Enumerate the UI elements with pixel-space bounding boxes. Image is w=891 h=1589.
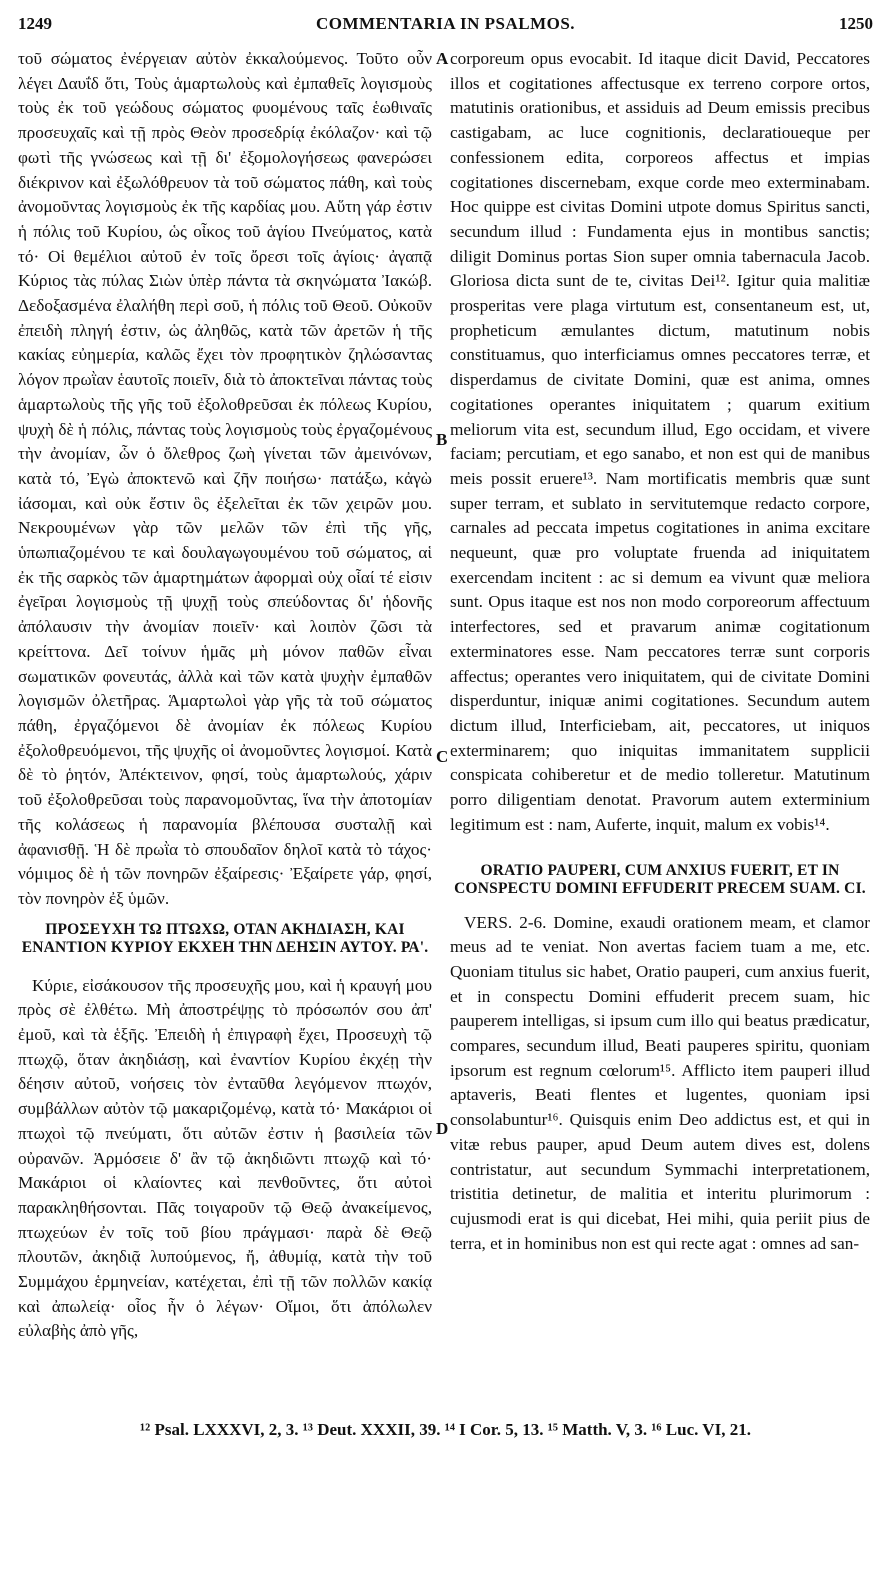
margin-letter-d: D [436,1119,449,1138]
greek-psalm-heading: ΠΡΟΣΕΥΧΗ ΤΩ ΠΤΩΧΩ, ΟΤΑΝ ΑΚΗΔΙΑΣΗ, ΚΑΙ ΕΝΑΝΤΙΟΝ ΚΥΡΙΟΥ ΕΚΧΕΗ ΤΗΝ ΔΕΗΣΙΝ ΑΥΤΟΥ. ΡΑ'. [21,920,429,957]
margin-letter-c: C [436,747,449,766]
margin-letter-b: B [436,430,448,449]
latin-paragraph-1: corporeum opus evocabit. Id itaque dicit David, Peccatores illos et cogitationes affectusque ex terreno corpore ortos, matutinis orationibus, et assiduis ad Deum emissis precibus castigabam, ac luce cognitionis, declaratioueque per confessionem edita, corporeos affectus et impias cogitationes discernebam, exque corde meo exterminabam. Hoc quippe est civitas Domini utpote domus Spiritus sancti, secundum illud : Fundamenta ejus in montibus sanctis; diligit Dominus portas Sion super omnia tabernacula Jacob. Gloriosa dicta sunt de te, civitas Dei¹². Igitur quia malitiæ prosperitas vere plaga virtutum est, consentaneum est, ut, propheticum æmulantes dictum, matutinum nobis constituamus, quo interficiamus omnes peccatores terræ, et disperdamus de civitate Domini, quæ est anima, omnes cogitationes operantes iniquitatem ; quarum exitium meliorum vita est, secundum illud, Ego occidam, et vivere faciam; percutiam, et ego sanabo, et non est qui de manibus meis possit eruere¹³. Nam mortificatis membris quæ sunt super terram, et sublato in servitutemque redacto corpore, carnales ad peccata impetus cogitationes in anima excitare nequeunt, quæ pro voluptate fruenda ad iniquitatem exercendam incitent : ac si demum ea vivunt quæ meliora sunt. Opus itaque est nos non modo corporeorum affectuum interfectores, sed et pravarum animæ cogitationum exterminatores esse. Nam peccatores terræ sunt corporis affectus; operantes vero iniquitatem, qui de civitate Domini disperduntur, iniquæ animi cogitationes. Secundum autem dictum illud, Interficiebam, ait, peccatores, ut iniquos exterminarem; quo iniquitas immanitatem supplicii conspicata cohiberetur et de medio tolleretur. Matutinum porro diligentiam denotat. Pravorum autem exterminium legitimum est : nam, Auferte, inquit, malum ex vobis¹⁴. [450,49,870,834]
margin-letter-a: A [436,49,449,68]
latin-column [450,47,870,1256]
page-number-left: 1249 [18,14,52,33]
running-header [18,14,873,40]
footnotes: ¹² Psal. LXXXVI, 2, 3. ¹³ Deut. XXXII, 39. ¹⁴ I Cor. 5, 13. ¹⁵ Matth. V, 3. ¹⁶ Luc. VI, 21. [140,1420,751,1439]
greek-paragraph-2: Κύριε, εἰσάκουσον τῆς προσευχῆς μου, καὶ ἡ κραυγή μου πρὸς σὲ ἐλθέτω. Μὴ ἀποστρέψῃς τὸ πρόσωπόν σου ἀπ' ἐμοῦ, καὶ τὰ ἑξῆς. Ἐπειδὴ ἡ ἐπιγραφὴ ἔχει, Προσευχὴ τῷ πτωχῷ, ὅταν ἀκηδιάσῃ, καὶ ἐναντίον Κυρίου ἐκχέῃ τὴν δέησιν αὐτοῦ, νοήσεις τὸν ἐνταῦθα λεγόμενον πτωχόν, συμβάλλων αὐτὸν τῷ μακαριζομένῳ, κατὰ τό· Μακάριοι οἱ πτωχοὶ τῷ πνεύματι, ὅτι αὐτῶν ἐστιν ἡ βασιλεία τῶν οὐρανῶν. Ἁρμόσειε δ' ἂν τῷ ἀκηδιῶντι πτωχῷ καὶ τό· Μακάριοι οἱ κλαίοντες καὶ πενθοῦντες, ὅτι αὐτοὶ παρακληθήσονται. Πᾶς τοιγαροῦν τῷ Θεῷ ἀνακείμενος, πτωχεύων ἐν τοῖς τοῦ βίου πράγμασι· παρὰ δὲ Θεῷ πλουτῶν, ἀκηδιᾷ λυπούμενος, ἤ, ἀθυμίᾳ, κατὰ τὴν τοῦ Συμμάχου ἑρμηνείαν, κατέχεται, ἐπὶ τῇ τῶν πολλῶν κακίᾳ καὶ ἀπωλείᾳ· οἷος ἦν ὁ λέγων· Οἴμοι, ὅτι ἀπόλωλεν εὐλαβὴς ἀπὸ γῆς, [18,975,432,1341]
latin-psalm-heading: ORATIO PAUPERI, CUM ANXIUS FUERIT, ET IN CONSPECTU DOMINI EFFUDERIT PRECEM SUAM. CI. [454,861,866,897]
page-number-right: 1250 [839,14,873,33]
greek-column [18,47,432,1344]
greek-paragraph-1: τοῦ σώματος ἐνέργειαν αὐτὸν ἐκκαλούμενος. Τοῦτο οὖν λέγει Δαυΐδ ὅτι, Τοὺς ἁμαρτωλοὺς καὶ ἐμπαθεῖς λογισμοὺς τοὺς ἐκ τοῦ γεώδους σώματος φυομένους ταῖς ἑωθιναῖς προσευχαῖς καὶ τῇ πρὸς Θεὸν προσεδρίᾳ ἐκόλαζον· καὶ τῷ φωτὶ τῆς γνώσεως καὶ τῇ δι' ἐξομολογήσεως φανερώσει διέκρινον καὶ ἐξωλόθρευον τὰ τοῦ σώματος πάθη, καὶ τοὺς ἀνομοῦντας λογισμοὺς ἐκ τῆς καρδίας μου. Αὕτη γάρ ἐστιν ἡ πόλις τοῦ Κυρίου, ὡς οἶκος τοῦ ἁγίου Πνεύματος, κατὰ τό· Οἱ θεμέλιοι αὐτοῦ ἐν τοῖς ὄρεσι τοῖς ἁγίοις· ἀγαπᾷ Κύριος τὰς πύλας Σιὼν ὑπὲρ πάντα τὰ σκηνώματα Ἰακώβ. Δεδοξασμένα ἐλαλήθη περὶ σοῦ, ἡ πόλις τοῦ Θεοῦ. Οὐκοῦν ἐπειδὴ πληγή ἐστιν, ὡς ἀληθῶς, κατὰ τῶν ἀρετῶν ἡ τῆς κακίας εὐημερία, καλῶς ἔχει τὸν προφητικὸν ζηλώσαντας λόγον πρωῒαν ἑαυτοῖς ποιεῖν, διὰ τὸ ἀποκτεῖναι πάντας τοὺς ἁμαρτωλοὺς τῆς γῆς τοῦ ἐξολοθρεῦσαι ἐκ πόλεως Κυρίου, ψυχὴ δὲ ἡ πόλις, πάντας τοὺς λογισμοὺς τοὺς ἐργαζομένους τὴν ἀνομίαν, ὧν ὁ ὄλεθρος ζωὴ γίνεται τῶν ἀμεινόνων, κατὰ τό, Ἐγὼ ἀποκτενῶ καὶ ζῆν ποιήσω· πατάξω, κἀγὼ ἰάσομαι, καὶ οὐκ ἔστιν ὃς ἐξελεῖται ἐκ τῶν χειρῶν μου. Νεκρουμένων γὰρ τῶν μελῶν τῶν ἐπὶ τῆς γῆς, ὑπωπιαζομένου τε καὶ δουλαγωγουμένου τοῦ σώματος, αἱ ἐκ τῆς σαρκὸς τῶν ἁμαρτημάτων ἀφορμαὶ οὐχ οἷαί τέ εἰσιν ἐγεῖραι λογισμοὺς τῇ ψυχῇ τοὺς σπεύδοντας δι' ἡδονῆς ἀπόλαυσιν τὴν ἀνομίαν ποιεῖν· καὶ λοιπὸν ζῶσι τὰ κρείττονα. Δεῖ τοίνυν ἡμᾶς μὴ μόνον παθῶν εἶναι σωματικῶν φονευτάς, ἀλλὰ καὶ τῶν κατὰ ψυχὴν ἐμπαθῶν λογισμῶν ὀλετῆρας. Ἁμαρτωλοὶ γὰρ γῆς τὰ τοῦ σώματος πάθη, ἐργαζόμενοι δὲ ἀνομίαν ἐκ πόλεως Κυρίου ἐξολοθρευόμενοι, τῆς ψυχῆς οἱ ἀνομοῦντες λογισμοί. Κατὰ δὲ τὸ ῥητόν, Ἀπέκτεινον, φησί, τοὺς ἁμαρτωλούς, χάριν τοῦ ἐξολοθρεῦσαι τοὺς παρανομοῦντας, ἵνα τὴν ἀποτομίαν τῆς κολάσεως ἡ παρανομία βλέπουσα συσταλῇ καὶ ἀφανισθῇ. Ἡ δὲ πρωῒα τὸ σπουδαῖον δηλοῖ κατὰ τὸ τάχος· νόμιμος δὲ ἡ τῶν πονηρῶν ἐξαίρεσις· Ἐξαίρετε γάρ, φησί, τὸν πονηρὸν ἐξ ὑμῶν. [18,49,433,908]
latin-paragraph-2: VERS. 2-6. Domine, exaudi orationem meam, et clamor meus ad te veniat. Non avertas faciem tuam a me, etc. Quoniam titulus sic habet, Oratio pauperi, cum anxius fuerit, et in conspectu Domini effuderit precem suam, hic pauperem intelligas, si ipsum cum illo qui beatus prædicatur, compares, secundum illud, Beati pauperes spiritu, quoniam ipsorum est regnum cœlorum¹⁵. Afflicto item pauperi illud aptaveris, Beati flentes et lugentes, quoniam ipsi consolabuntur¹⁶. Quisquis enim Deo addictus est, et qui in vitæ rebus pauper, apud Deum autem dives est, dolens contristatur, aut secundum Symmachi interpretationem, tristitia detinetur, de malitia et interitu plurimorum : cujusmodi erat is qui dicebat, Hei mihi, quia periit pius de terra, et in hominibus non est qui recte agat : omnes ad san- [450,912,870,1253]
running-title: COMMENTARIA IN PSALMOS. [315,14,576,33]
